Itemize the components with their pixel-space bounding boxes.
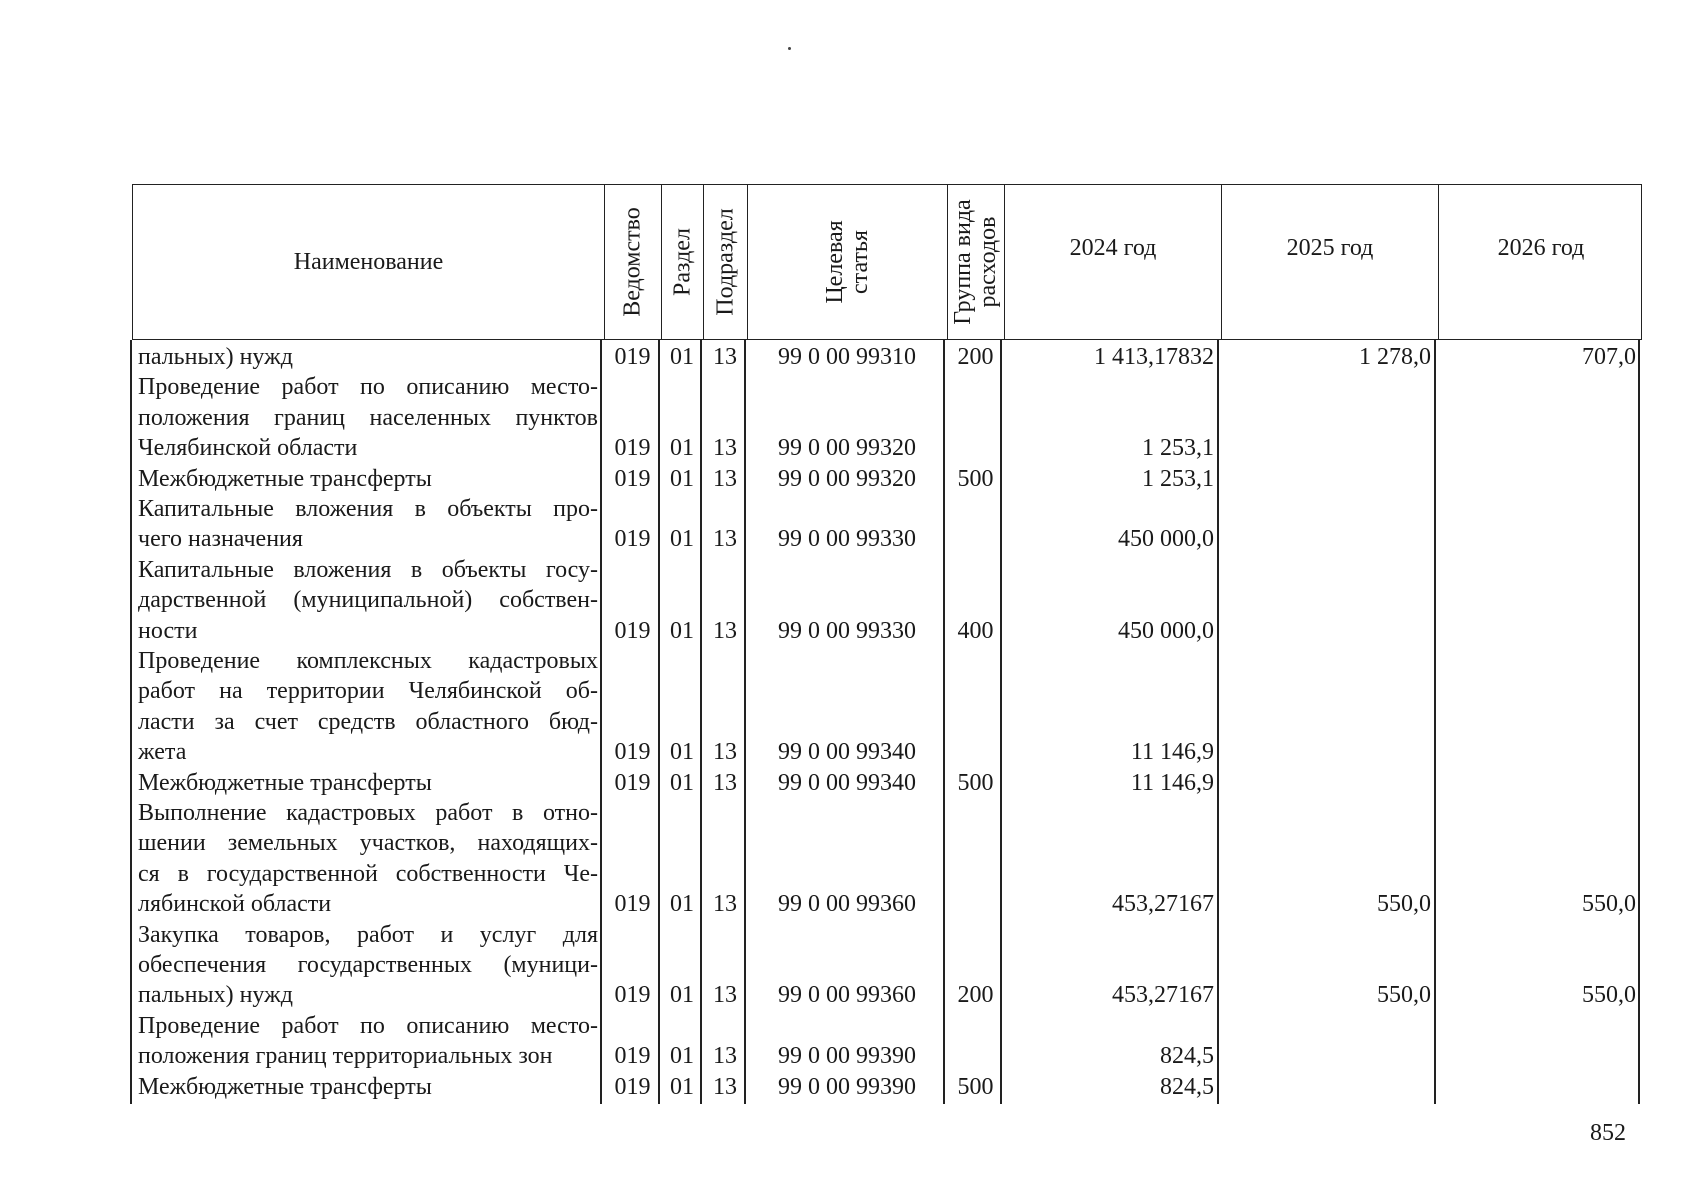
cell-v2024: 453,27167 [1112, 891, 1214, 918]
cell-ved: 019 [614, 344, 651, 370]
cell-v2024: 1 413,17832 [1094, 344, 1214, 370]
row-name [138, 372, 598, 463]
row-name-line: ласти за счет средств областного бюд- [138, 708, 598, 735]
row-name-line: Капитальные вложения в объекты про- [138, 496, 598, 522]
cell-v2025: 550,0 [1377, 982, 1431, 1009]
scan-speck [788, 47, 791, 50]
cell-vr: 500 [957, 465, 994, 492]
row-name [138, 646, 598, 768]
cell-cs: 99 0 00 99310 [778, 344, 916, 370]
cell-raz: 01 [670, 1043, 694, 1070]
row-name-line: Проведение комплексных кадастровых [138, 648, 598, 674]
cell-raz: 01 [670, 344, 694, 370]
cell-pod: 13 [713, 982, 737, 1009]
table-row [132, 342, 1642, 372]
row-name [138, 1072, 598, 1102]
cell-pod: 13 [713, 344, 737, 370]
table-row [132, 555, 1642, 646]
cell-v2024: 450 000,0 [1118, 526, 1214, 553]
row-name-line: положения границ населенных пунктов [138, 404, 598, 431]
header-name [133, 185, 605, 339]
cell-v2026: 707,0 [1582, 344, 1636, 370]
row-name-line: Капитальные вложения в объекты госу- [138, 556, 598, 583]
header-group-line1: Группа вида [949, 199, 976, 325]
cell-v2025: 1 278,0 [1359, 344, 1431, 370]
row-name-line: Межбюджетные трансферты [138, 769, 432, 796]
row-name-line: пальных) нужд [138, 982, 293, 1009]
row-name-line: дарственной (муниципальной) собствен- [138, 587, 598, 614]
row-name-line: пальных) нужд [138, 344, 293, 370]
header-razdel [662, 185, 704, 339]
table-row [132, 464, 1642, 494]
table-row [132, 1011, 1642, 1072]
cell-v2024: 824,5 [1160, 1043, 1214, 1070]
header-2026 [1439, 185, 1643, 339]
cell-ved: 019 [614, 617, 651, 644]
row-name-line: обеспечения государственных (муници- [138, 951, 598, 978]
cell-pod: 13 [713, 465, 737, 492]
header-expense-group-label [951, 199, 1001, 324]
header-podrazdel-label: Подраздел [711, 208, 738, 316]
header-razdel-label: Раздел [668, 228, 695, 296]
row-name-line: Закупка товаров, работ и услуг для [138, 921, 598, 948]
cell-pod: 13 [713, 739, 737, 766]
table-row [132, 372, 1642, 463]
cell-vr: 200 [957, 982, 994, 1009]
row-name-line: Межбюджетные трансферты [138, 1073, 432, 1100]
header-vedomstvo-label: Ведомство [619, 207, 646, 317]
header-2025 [1222, 185, 1439, 339]
table-row [132, 494, 1642, 555]
cell-raz: 01 [670, 739, 694, 766]
header-target-line1: Целевая [821, 220, 848, 304]
cell-pod: 13 [713, 435, 737, 462]
row-name [138, 342, 598, 372]
cell-cs: 99 0 00 99320 [778, 465, 916, 492]
cell-cs: 99 0 00 99340 [778, 769, 916, 796]
row-name-line: Межбюджетные трансферты [138, 465, 432, 492]
row-name-line: ности [138, 617, 198, 644]
cell-ved: 019 [614, 435, 651, 462]
cell-cs: 99 0 00 99320 [778, 435, 916, 462]
cell-raz: 01 [670, 465, 694, 492]
table-row [132, 798, 1642, 920]
header-target-article [748, 185, 948, 339]
table-row [132, 768, 1642, 798]
cell-cs: 99 0 00 99330 [778, 617, 916, 644]
row-name [138, 768, 598, 798]
header-name-label: Наименование [293, 249, 444, 275]
cell-vr: 400 [957, 617, 994, 644]
table-header [132, 184, 1642, 340]
page-number: 852 [1590, 1120, 1626, 1146]
cell-cs: 99 0 00 99360 [778, 891, 916, 918]
row-name [138, 555, 598, 646]
row-name [138, 798, 598, 920]
cell-ved: 019 [614, 1073, 651, 1100]
row-name-line: Челябинской области [138, 435, 358, 462]
row-name-line: ся в государственной собственности Че- [138, 860, 598, 887]
cell-v2024: 1 253,1 [1142, 465, 1214, 492]
row-name-line: лябинской области [138, 891, 332, 918]
cell-ved: 019 [614, 769, 651, 796]
cell-ved: 019 [614, 891, 651, 918]
row-name [138, 494, 598, 555]
cell-ved: 019 [614, 1043, 651, 1070]
header-2024-label: 2024 год [1069, 235, 1157, 261]
cell-pod: 13 [713, 526, 737, 553]
cell-pod: 13 [713, 1073, 737, 1100]
row-name-line: положения границ территориальных зон [138, 1043, 553, 1070]
cell-v2024: 453,27167 [1112, 982, 1214, 1009]
table-row [132, 920, 1642, 1011]
row-name-line: жета [138, 739, 187, 766]
row-name [138, 920, 598, 1011]
cell-v2026: 550,0 [1582, 982, 1636, 1009]
cell-cs: 99 0 00 99330 [778, 526, 916, 553]
header-2026-label: 2026 год [1497, 235, 1585, 261]
header-group-line2: расходов [975, 216, 1001, 308]
cell-raz: 01 [670, 526, 694, 553]
cell-cs: 99 0 00 99360 [778, 982, 916, 1009]
cell-cs: 99 0 00 99390 [778, 1073, 916, 1100]
row-name-line: Проведение работ по описанию место- [138, 374, 598, 401]
cell-ved: 019 [614, 465, 651, 492]
header-expense-group [948, 185, 1005, 339]
cell-vr: 200 [957, 344, 994, 370]
row-name-line: чего назначения [138, 526, 303, 553]
cell-raz: 01 [670, 982, 694, 1009]
header-2025-label: 2025 год [1286, 235, 1374, 261]
cell-v2024: 11 146,9 [1130, 739, 1214, 766]
table-row [132, 646, 1642, 768]
cell-vr: 500 [957, 769, 994, 796]
cell-pod: 13 [713, 891, 737, 918]
cell-ved: 019 [614, 739, 651, 766]
cell-cs: 99 0 00 99340 [778, 739, 916, 766]
cell-v2026: 550,0 [1582, 891, 1636, 918]
row-name [138, 1011, 598, 1072]
cell-raz: 01 [670, 435, 694, 462]
header-podrazdel [704, 185, 748, 339]
cell-pod: 13 [713, 769, 737, 796]
cell-pod: 13 [713, 1043, 737, 1070]
row-name-line: Выполнение кадастровых работ в отно- [138, 800, 598, 826]
cell-v2024: 824,5 [1160, 1073, 1214, 1100]
header-target-article-label [822, 220, 872, 303]
header-vedomstvo [605, 185, 662, 339]
cell-cs: 99 0 00 99390 [778, 1043, 916, 1070]
row-name [138, 464, 598, 494]
cell-vr: 500 [957, 1073, 994, 1100]
cell-ved: 019 [614, 982, 651, 1009]
cell-v2024: 11 146,9 [1130, 769, 1214, 796]
cell-raz: 01 [670, 891, 694, 918]
cell-pod: 13 [713, 617, 737, 644]
table-row [132, 1072, 1642, 1102]
row-name-line: Проведение работ по описанию место- [138, 1012, 598, 1039]
row-name-line: шении земельных участков, находящих- [138, 830, 598, 857]
cell-v2024: 450 000,0 [1118, 617, 1214, 644]
header-target-line2: статья [846, 230, 873, 294]
cell-ved: 019 [614, 526, 651, 553]
table-body [132, 340, 1642, 1104]
budget-table [132, 184, 1642, 1104]
header-2024 [1005, 185, 1222, 339]
cell-v2024: 1 253,1 [1142, 435, 1214, 462]
cell-raz: 01 [670, 617, 694, 644]
cell-v2025: 550,0 [1377, 891, 1431, 918]
row-name-line: работ на территории Челябинской об- [138, 678, 598, 705]
cell-raz: 01 [670, 1073, 694, 1100]
cell-raz: 01 [670, 769, 694, 796]
